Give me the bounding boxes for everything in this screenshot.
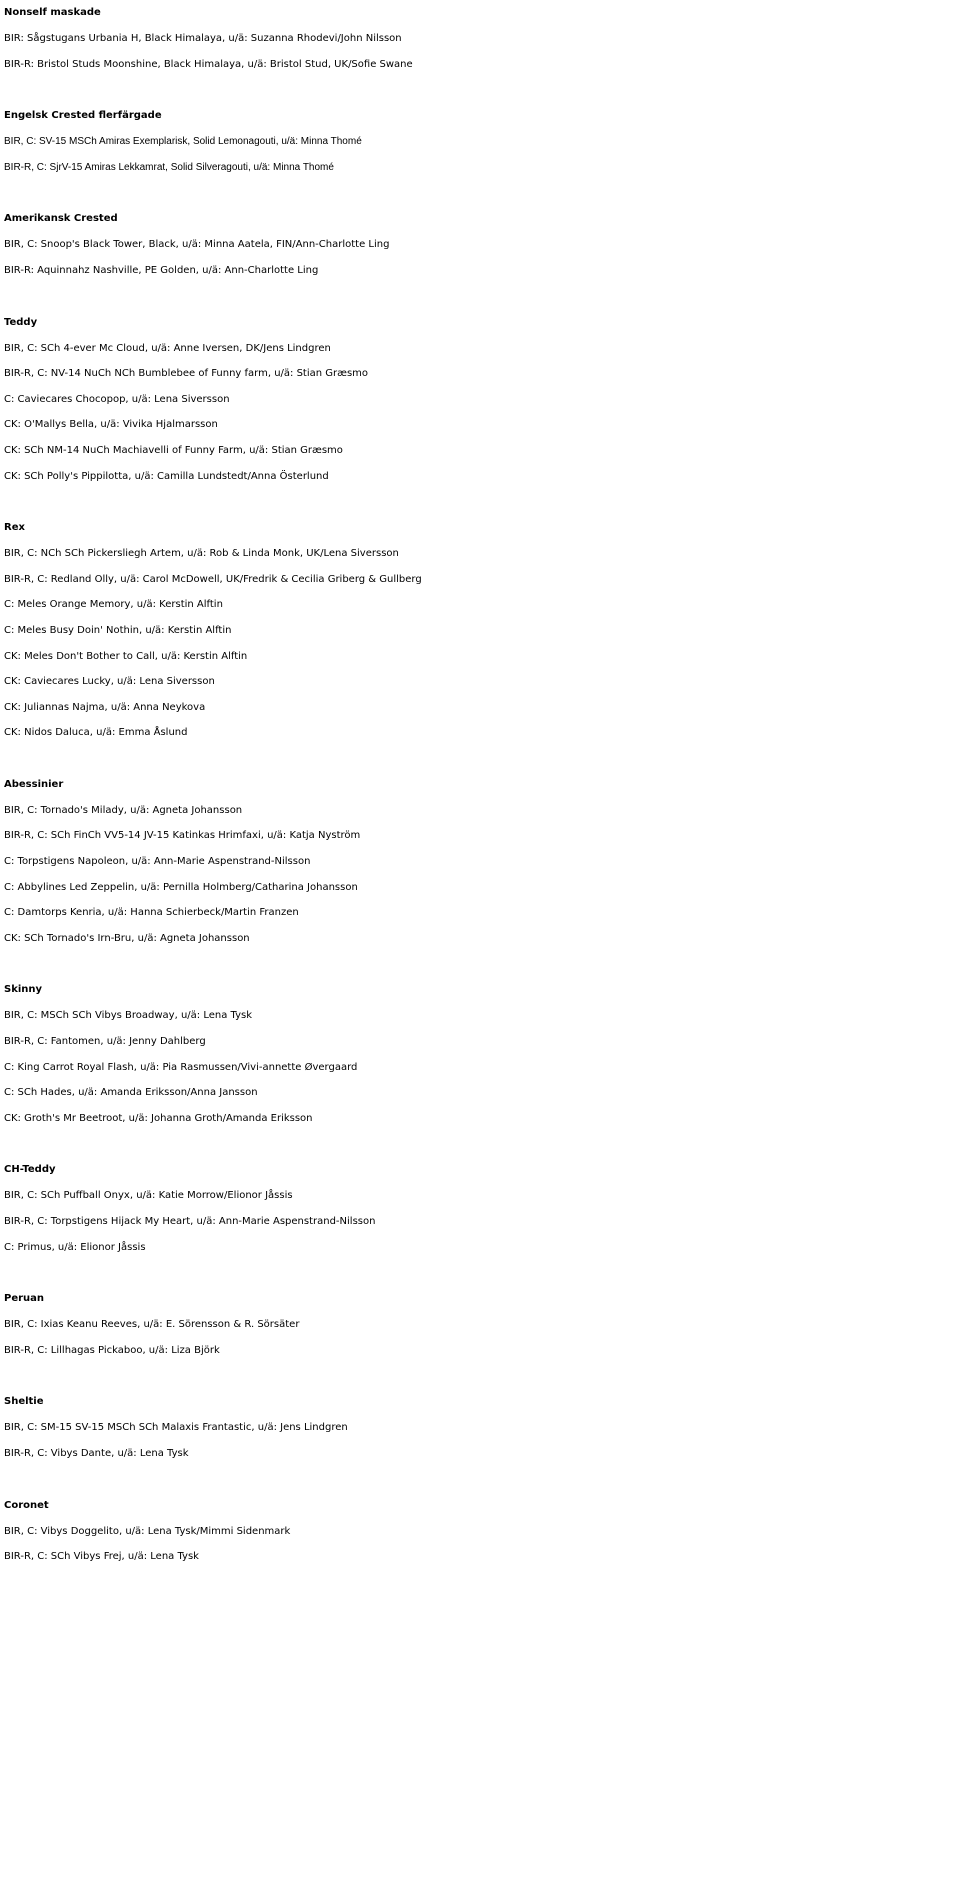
- result-line: C: King Carrot Royal Flash, u/ä: Pia Rasmussen/Vivi-annette Øvergaard: [4, 1061, 358, 1073]
- section-heading: CH-Teddy: [4, 1164, 56, 1176]
- result-line: CK: Nidos Daluca, u/ä: Emma Åslund: [4, 727, 188, 739]
- result-line: BIR, C: Tornado's Milady, u/ä: Agneta Johansson: [4, 804, 243, 816]
- result-line: BIR-R: Bristol Studs Moonshine, Black Himalaya, u/ä: Bristol Stud, UK/Sofie Swane: [4, 58, 413, 70]
- result-line: C: Abbylines Led Zeppelin, u/ä: Pernilla Holmberg/Catharina Johansson: [4, 881, 358, 893]
- result-line: BIR-R, C: Fantomen, u/ä: Jenny Dahlberg: [4, 1036, 206, 1048]
- result-line: BIR: Sågstugans Urbania H, Black Himalaya, u/ä: Suzanna Rhodevi/John Nilsson: [4, 33, 402, 44]
- section-heading: Peruan: [4, 1293, 45, 1305]
- section-heading: Skinny: [4, 984, 43, 996]
- result-line: BIR, C: SCh 4-ever Mc Cloud, u/ä: Anne Iversen, DK/Jens Lindgren: [4, 342, 331, 354]
- results-document: [4, 0, 954, 1570]
- result-line: C: Meles Orange Memory, u/ä: Kerstin Alftin: [4, 599, 223, 611]
- result-line: CK: O'Mallys Bella, u/ä: Vivika Hjalmarsson: [4, 419, 218, 431]
- result-line: CK: Caviecares Lucky, u/ä: Lena Siversson: [4, 676, 215, 688]
- section-nonself-maskade: [4, 0, 954, 77]
- result-line: BIR-R, C: SCh Vibys Frej, u/ä: Lena Tysk: [4, 1551, 199, 1563]
- result-line: CK: Meles Don't Bother to Call, u/ä: Kerstin Alftin: [4, 650, 248, 662]
- result-line: BIR-R, C: Lillhagas Pickaboo, u/ä: Liza Björk: [4, 1344, 220, 1356]
- section-rex: [4, 515, 954, 746]
- section-heading: Amerikansk Crested: [4, 213, 118, 225]
- section-ch-teddy: [4, 1157, 954, 1260]
- result-line: BIR, C: Ixias Keanu Reeves, u/ä: E. Sörensson & R. Sörsäter: [4, 1319, 300, 1331]
- section-heading: Abessinier: [4, 778, 64, 790]
- result-line: C: SCh Hades, u/ä: Amanda Eriksson/Anna Jansson: [4, 1087, 258, 1099]
- section-sheltie: [4, 1389, 954, 1466]
- result-line: BIR-R, C: Redland Olly, u/ä: Carol McDowell, UK/Fredrik & Cecilia Griberg & Gullberg: [4, 573, 422, 585]
- result-line: C: Primus, u/ä: Elionor Jåssis: [4, 1241, 146, 1253]
- result-line: C: Damtorps Kenria, u/ä: Hanna Schierbeck/Martin Franzen: [4, 907, 299, 919]
- result-line: BIR, C: Vibys Doggelito, u/ä: Lena Tysk/Mimmi Sidenmark: [4, 1525, 291, 1537]
- result-line: CK: SCh NM-14 NuCh Machiavelli of Funny Farm, u/ä: Stian Græsmo: [4, 444, 343, 456]
- result-line: BIR, C: SM-15 SV-15 MSCh SCh Malaxis Frantastic, u/ä: Jens Lindgren: [4, 1422, 348, 1434]
- section-heading: Teddy: [4, 316, 38, 328]
- result-line: CK: Juliannas Najma, u/ä: Anna Neykova: [4, 701, 206, 713]
- result-line: BIR-R, C: Torpstigens Hijack My Heart, u/ä: Ann-Marie Aspenstrand-Nilsson: [4, 1216, 376, 1227]
- section-heading: Rex: [4, 522, 25, 534]
- result-line: BIR-R, C: SCh FinCh VV5-14 JV-15 Katinkas Hrimfaxi, u/ä: Katja Nyström: [4, 830, 361, 842]
- result-line: BIR-R: Aquinnahz Nashville, PE Golden, u/ä: Ann-Charlotte Ling: [4, 264, 319, 276]
- section-peruan: [4, 1286, 954, 1363]
- section-heading: Coronet: [4, 1499, 49, 1511]
- result-line: BIR, C: NCh SCh Pickersliegh Artem, u/ä: Rob & Linda Monk, UK/Lena Siversson: [4, 548, 399, 560]
- section-amerikansk-crested: [4, 206, 954, 283]
- result-line: BIR, C: SV-15 MSCh Amiras Exemplarisk, Solid Lemonagouti, u/ä: Minna Thomé: [4, 136, 362, 148]
- result-line: CK: Groth's Mr Beetroot, u/ä: Johanna Groth/Amanda Eriksson: [4, 1112, 313, 1124]
- section-abessinier: [4, 772, 954, 952]
- result-line: BIR, C: MSCh SCh Vibys Broadway, u/ä: Lena Tysk: [4, 1010, 252, 1022]
- result-line: CK: SCh Polly's Pippilotta, u/ä: Camilla Lundstedt/Anna Österlund: [4, 470, 329, 482]
- result-line: BIR, C: SCh Puffball Onyx, u/ä: Katie Morrow/Elionor Jåssis: [4, 1190, 293, 1202]
- section-heading: Nonself maskade: [4, 7, 101, 18]
- section-teddy: [4, 310, 954, 490]
- section-coronet: [4, 1493, 954, 1570]
- result-line: BIR-R, C: SjrV-15 Amiras Lekkamrat, Solid Silveragouti, u/ä: Minna Thomé: [4, 161, 334, 173]
- result-line: CK: SCh Tornado's Irn-Bru, u/ä: Agneta Johansson: [4, 932, 250, 944]
- section-skinny: [4, 977, 954, 1131]
- result-line: C: Torpstigens Napoleon, u/ä: Ann-Marie Aspenstrand-Nilsson: [4, 856, 311, 868]
- result-line: BIR-R, C: Vibys Dante, u/ä: Lena Tysk: [4, 1447, 189, 1459]
- section-heading: Engelsk Crested flerfärgade: [4, 110, 162, 122]
- result-line: BIR-R, C: NV-14 NuCh NCh Bumblebee of Funny farm, u/ä: Stian Græsmo: [4, 368, 369, 380]
- result-line: C: Meles Busy Doin' Nothin, u/ä: Kerstin Alftin: [4, 624, 232, 636]
- section-engelsk-crested-flerfargade: [4, 103, 954, 180]
- result-line: C: Caviecares Chocopop, u/ä: Lena Siversson: [4, 393, 230, 405]
- section-heading: Sheltie: [4, 1396, 44, 1408]
- result-line: BIR, C: Snoop's Black Tower, Black, u/ä: Minna Aatela, FIN/Ann-Charlotte Ling: [4, 239, 390, 251]
